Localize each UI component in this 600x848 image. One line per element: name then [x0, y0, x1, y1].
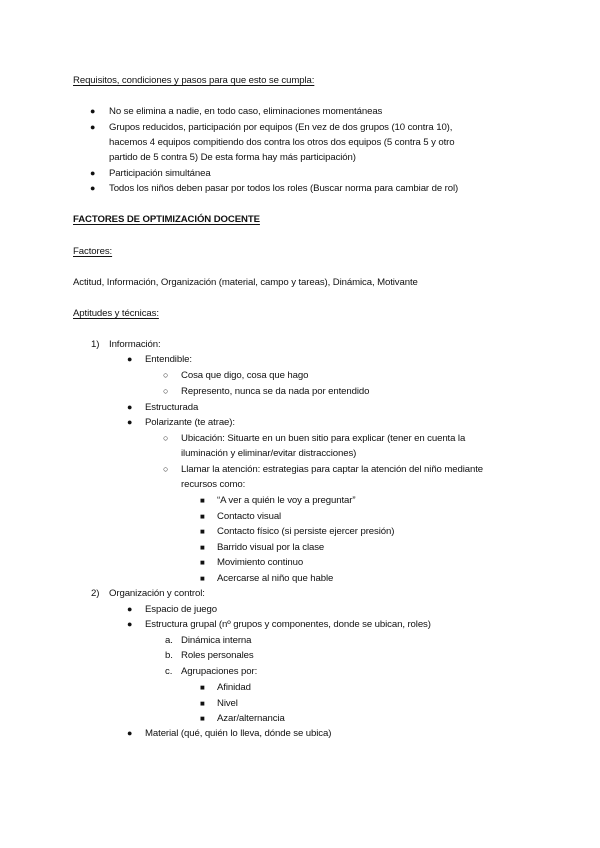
list-item: Estructura grupal (nº grupos y componentes, donde se ubican, roles): [145, 619, 431, 630]
bullet-square: ■: [200, 527, 205, 536]
list-item: Roles personales: [181, 650, 254, 661]
list-item: Ubicación: Situarte en un buen sitio para explicar (tener en cuenta la: [181, 433, 466, 444]
factores-text: Actitud, Información, Organización (material, campo y tareas), Dinámica, Motivante: [73, 277, 418, 288]
list-letter: a.: [165, 635, 173, 646]
list-item-continuation: iluminación y eliminar/evitar distracciones): [181, 448, 357, 459]
bullet-circle: ○: [163, 386, 169, 396]
bullet-disc: ●: [127, 354, 133, 364]
list-item: Nivel: [217, 698, 238, 709]
list-item: Dinámica interna: [181, 635, 252, 646]
list-number: 1): [91, 339, 100, 350]
list-item: Todos los niños deben pasar por todos los roles (Buscar norma para cambiar de rol): [109, 183, 459, 194]
bullet-square: ■: [200, 512, 205, 521]
list-item: Material (qué, quién lo lleva, dónde se ubica): [145, 728, 332, 739]
list-item: Movimiento continuo: [217, 557, 304, 568]
bullet-disc: ●: [90, 183, 96, 193]
list-item-continuation: recursos como:: [181, 479, 246, 490]
list-item: Llamar la atención: estrategias para captar la atención del niño mediante: [181, 464, 484, 475]
bullet-square: ■: [200, 496, 205, 505]
list-item: Afinidad: [217, 682, 251, 693]
list-item: Agrupaciones por:: [181, 666, 258, 677]
list-item: Cosa que digo, cosa que hago: [181, 370, 309, 381]
bullet-disc: ●: [127, 417, 133, 427]
list-item: Entendible:: [145, 354, 192, 365]
list-item: Barrido visual por la clase: [217, 542, 325, 553]
bullet-circle: ○: [163, 370, 169, 380]
list-item: Acercarse al niño que hable: [217, 573, 334, 584]
list-item: Estructurada: [145, 402, 199, 413]
bullet-disc: ●: [90, 106, 96, 116]
bullet-disc: ●: [127, 728, 133, 738]
heading-aptitudes: Aptitudes y técnicas:: [73, 308, 159, 319]
bullet-square: ■: [200, 714, 205, 723]
bullet-circle: ○: [163, 433, 169, 443]
bullet-square: ■: [200, 558, 205, 567]
list-item-continuation: hacemos 4 equipos compitiendo dos contra los otros dos equipos (5 contra 5 y otro: [109, 137, 455, 148]
bullet-disc: ●: [127, 402, 133, 412]
list-item: No se elimina a nadie, en todo caso, eliminaciones momentáneas: [109, 106, 383, 117]
list-item: Polarizante (te atrae):: [145, 417, 235, 428]
section-title: FACTORES DE OPTIMIZACIÓN DOCENTE: [73, 214, 260, 225]
list-item: Espacio de juego: [145, 604, 218, 615]
bullet-disc: ●: [90, 122, 96, 132]
list-item-continuation: partido de 5 contra 5) De esta forma hay más participación): [109, 152, 356, 163]
heading-factores: Factores:: [73, 246, 113, 257]
bullet-disc: ●: [90, 168, 96, 178]
list-item: Contacto físico (si persiste ejercer presión): [217, 526, 395, 537]
bullet-disc: ●: [127, 619, 133, 629]
list-item: Participación simultánea: [109, 168, 211, 179]
list-item: Grupos reducidos, participación por equipos (En vez de dos grupos (10 contra 10),: [109, 122, 453, 133]
list-item: Organización y control:: [109, 588, 205, 599]
list-letter: c.: [165, 666, 173, 677]
list-item: Contacto visual: [217, 511, 282, 522]
list-item: Represento, nunca se da nada por entendido: [181, 386, 370, 397]
bullet-square: ■: [200, 699, 205, 708]
bullet-square: ■: [200, 574, 205, 583]
list-letter: b.: [165, 650, 173, 661]
bullet-square: ■: [200, 683, 205, 692]
bullet-circle: ○: [163, 464, 169, 474]
heading-requisitos: Requisitos, condiciones y pasos para que esto se cumpla:: [73, 75, 315, 86]
list-item: Información:: [109, 339, 161, 350]
bullet-square: ■: [200, 543, 205, 552]
list-item: Azar/alternancia: [217, 713, 285, 724]
bullet-disc: ●: [127, 604, 133, 614]
list-item: “A ver a quién le voy a preguntar”: [217, 495, 356, 506]
list-number: 2): [91, 588, 100, 599]
